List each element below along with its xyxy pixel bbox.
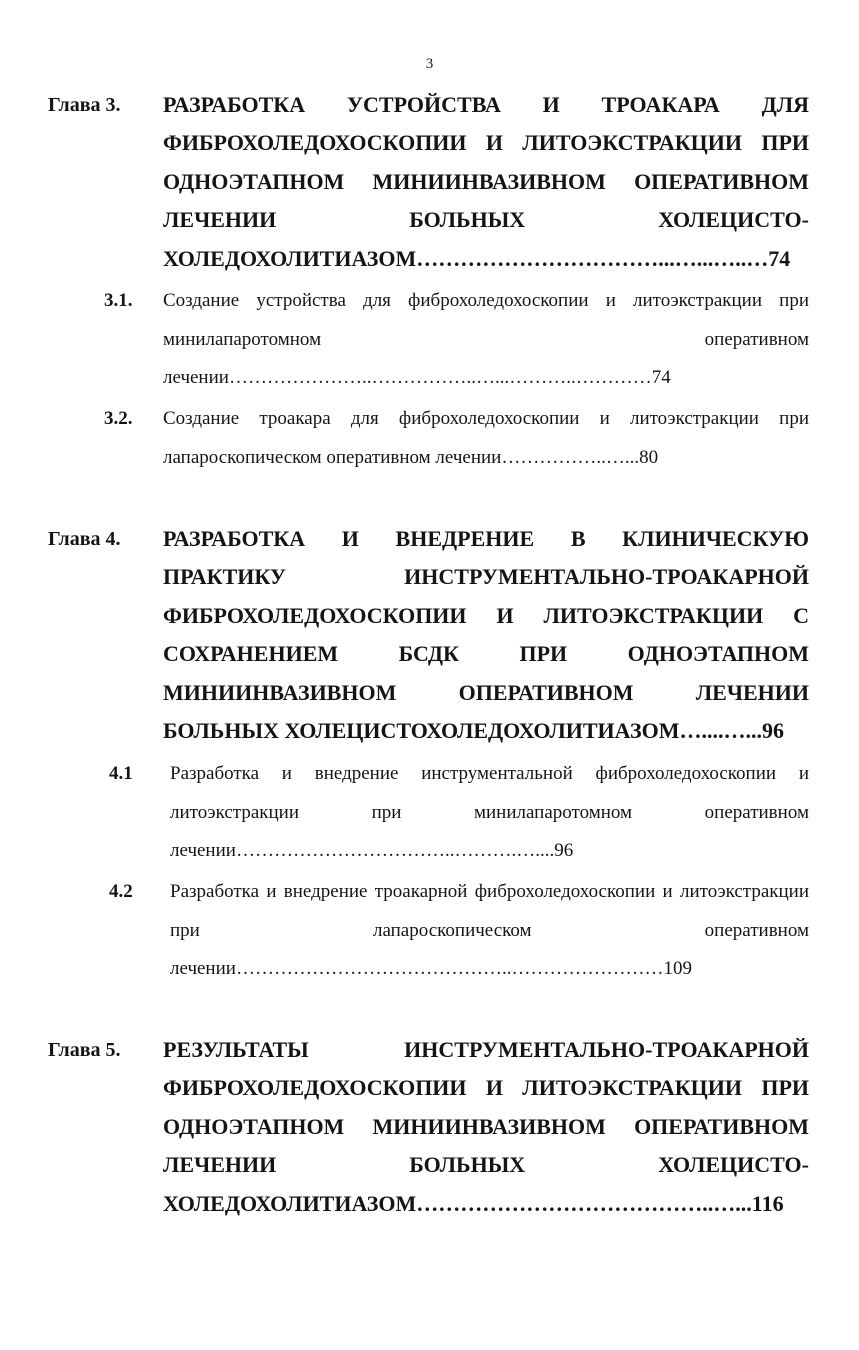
dot-leaders: ……………..…...	[501, 446, 640, 468]
page-ref: 96	[761, 718, 784, 744]
section-title-text: Разработка и внедрение инструментальной фиброхоледохоскопии и литоэкстракции при минилапаротомном оперативном лечении	[170, 763, 809, 861]
chapter-title	[163, 86, 809, 278]
dot-leaders: …………………..……………..…...………..…………	[228, 367, 652, 388]
chapter-number: Глава 4.	[48, 528, 121, 550]
page-ref: 109	[663, 958, 692, 979]
section-title	[170, 755, 809, 871]
section-title	[170, 873, 809, 989]
page-ref: 96	[554, 840, 574, 861]
page-ref: 74	[768, 245, 791, 271]
section-title-text: Создание троакара для фиброхоледохоскопии и литоэкстракции при лапароскопическом оперативном лечении	[163, 408, 809, 468]
section-number: 4.1	[109, 763, 133, 784]
dot-leaders: ……………………………..……….…....	[235, 840, 555, 861]
chapter-title-text: РЕЗУЛЬТАТЫ ИНСТРУМЕНТАЛЬНО-ТРОАКАРНОЙ ФИБРОХОЛЕДОХОСКОПИИ И ЛИТОЭКСТРАКЦИИ ПРИ ОДНОЭТАПНОМ МИНИИНВАЗИВНОМ ОПЕРАТИВНОМ ЛЕЧЕНИИ БОЛЬНЫХ ХОЛЕЦИСТО-ХОЛЕДОХОЛИТИАЗОМ	[163, 1037, 809, 1216]
page-ref: 74	[651, 367, 671, 388]
chapter-number: Глава 5.	[48, 1039, 121, 1061]
dot-leaders: …....…...	[679, 718, 762, 744]
chapter-title-text: РАЗРАБОТКА УСТРОЙСТВА И ТРОАКАРА ДЛЯ ФИБРОХОЛЕДОХОСКОПИИ И ЛИТОЭКСТРАКЦИИ ПРИ ОДНОЭТАПНОМ МИНИИНВАЗИВНОМ ОПЕРАТИВНОМ ЛЕЧЕНИИ БОЛЬНЫХ ХОЛЕЦИСТО-ХОЛЕДОХОЛИТИАЗОМ	[163, 92, 809, 271]
section-number: 4.2	[109, 881, 133, 902]
dot-leaders: ……………………………...…...…..…	[416, 245, 769, 271]
section-title	[163, 282, 809, 398]
page-number: 3	[425, 56, 434, 72]
section-number: 3.2.	[104, 408, 133, 429]
page-ref: 80	[639, 446, 659, 468]
section-number: 3.1.	[104, 290, 133, 311]
dot-leaders: ……………………………………..……………………	[235, 958, 664, 979]
dot-leaders: …………………………………..…...	[416, 1190, 752, 1216]
chapter-title	[163, 1031, 809, 1223]
section-title	[163, 400, 809, 477]
page-ref: 116	[751, 1190, 784, 1216]
section-title-text: Разработка и внедрение троакарной фиброхоледохоскопии и литоэкстракции при лапароскопическом оперативном лечении	[170, 881, 809, 979]
chapter-title-text: РАЗРАБОТКА И ВНЕДРЕНИЕ В КЛИНИЧЕСКУЮ ПРАКТИКУ ИНСТРУМЕНТАЛЬНО-ТРОАКАРНОЙ ФИБРОХОЛЕДОХОСКОПИИ И ЛИТОЭКСТРАКЦИИ С СОХРАНЕНИЕМ БСДК ПРИ ОДНОЭТАПНОМ МИНИИНВАЗИВНОМ ОПЕРАТИВНОМ ЛЕЧЕНИИ БОЛЬНЫХ ХОЛЕЦИСТОХОЛЕДОХОЛИТИАЗОМ	[163, 526, 809, 744]
section-title-text: Создание устройства для фиброхоледохоскопии и литоэкстракции при минилапаротомном оперативном лечении	[163, 290, 809, 388]
chapter-number: Глава 3.	[48, 94, 121, 116]
chapter-title	[163, 520, 809, 750]
